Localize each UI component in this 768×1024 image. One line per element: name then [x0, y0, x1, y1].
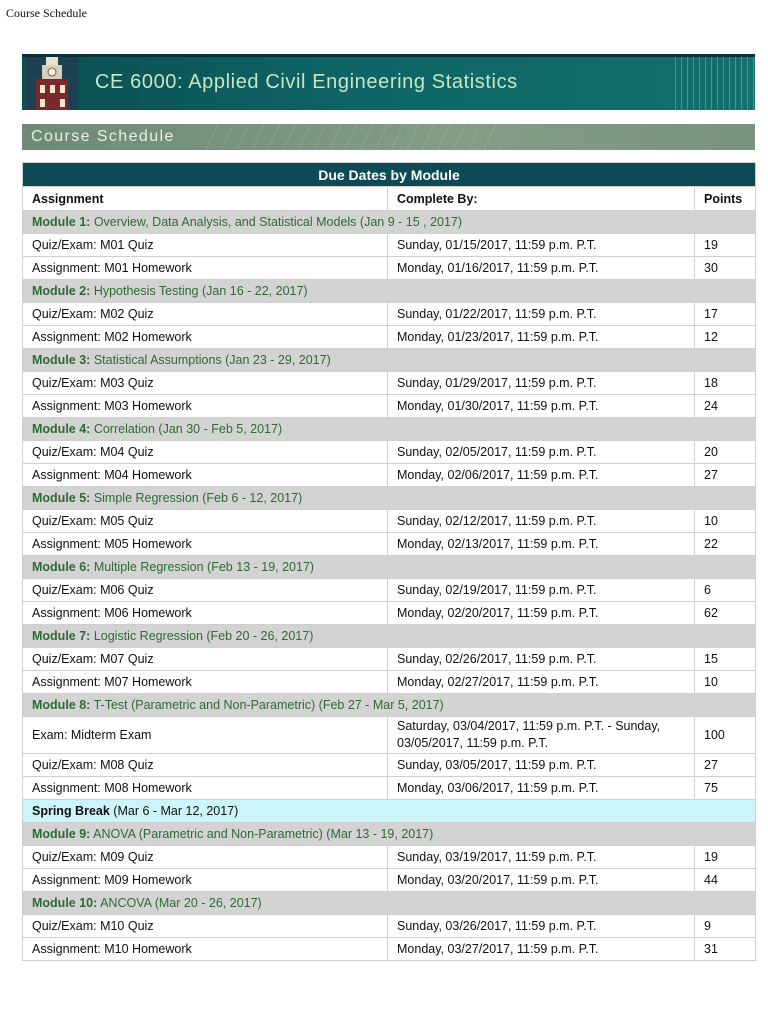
section-cell [23, 418, 756, 441]
module-header-row [23, 892, 756, 915]
table-row [23, 869, 756, 892]
section-description: ANCOVA (Mar 20 - 26, 2017) [97, 896, 262, 910]
table-row [23, 602, 756, 625]
section-cell [23, 800, 756, 823]
assignment-cell: Quiz/Exam: M08 Quiz [23, 754, 388, 777]
assignment-cell: Exam: Midterm Exam [23, 717, 388, 754]
points-cell: 27 [695, 464, 756, 487]
due-date-cell: Sunday, 03/05/2017, 11:59 p.m. P.T. [388, 754, 695, 777]
module-header-row [23, 823, 756, 846]
due-date-cell: Monday, 01/30/2017, 11:59 p.m. P.T. [388, 395, 695, 418]
points-cell: 100 [695, 717, 756, 754]
section-description: Overview, Data Analysis, and Statistical Models (Jan 9 - 15 , 2017) [90, 215, 463, 229]
assignment-cell: Quiz/Exam: M06 Quiz [23, 579, 388, 602]
section-label: Module 2: [32, 284, 91, 298]
section-label: Module 6: [32, 560, 91, 574]
assignment-cell: Assignment: M04 Homework [23, 464, 388, 487]
section-header [22, 124, 755, 150]
section-label: Module 3: [32, 353, 91, 367]
due-date-cell: Monday, 02/06/2017, 11:59 p.m. P.T. [388, 464, 695, 487]
section-cell [23, 487, 756, 510]
table-row [23, 464, 756, 487]
points-cell: 44 [695, 869, 756, 892]
assignment-cell: Assignment: M06 Homework [23, 602, 388, 625]
schedule-body [23, 211, 756, 961]
module-header-row [23, 694, 756, 717]
points-cell: 10 [695, 671, 756, 694]
course-title: CE 6000: Applied Civil Engineering Statistics [95, 71, 518, 93]
section-description: Simple Regression (Feb 6 - 12, 2017) [90, 491, 303, 505]
section-cell [23, 349, 756, 372]
table-row [23, 717, 756, 754]
points-cell: 75 [695, 777, 756, 800]
assignment-cell: Assignment: M03 Homework [23, 395, 388, 418]
points-cell: 19 [695, 234, 756, 257]
assignment-cell: Assignment: M09 Homework [23, 869, 388, 892]
table-row [23, 257, 756, 280]
points-cell: 19 [695, 846, 756, 869]
points-cell: 24 [695, 395, 756, 418]
points-cell: 6 [695, 579, 756, 602]
points-cell: 15 [695, 648, 756, 671]
assignment-cell: Assignment: M05 Homework [23, 533, 388, 556]
section-description: Correlation (Jan 30 - Feb 5, 2017) [90, 422, 283, 436]
col-header-complete-by: Complete By: [388, 187, 695, 211]
assignment-cell: Assignment: M02 Homework [23, 326, 388, 349]
points-cell: 18 [695, 372, 756, 395]
assignment-cell: Assignment: M07 Homework [23, 671, 388, 694]
section-cell [23, 556, 756, 579]
section-description: ANOVA (Parametric and Non-Parametric) (Mar 13 - 19, 2017) [90, 827, 434, 841]
section-cell [23, 211, 756, 234]
due-date-cell: Monday, 01/16/2017, 11:59 p.m. P.T. [388, 257, 695, 280]
header-decoration [202, 124, 502, 150]
module-header-row [23, 280, 756, 303]
assignment-cell: Quiz/Exam: M10 Quiz [23, 915, 388, 938]
section-description: Statistical Assumptions (Jan 23 - 29, 2017) [90, 353, 331, 367]
due-date-cell: Monday, 01/23/2017, 11:59 p.m. P.T. [388, 326, 695, 349]
section-cell [23, 694, 756, 717]
section-description: Logistic Regression (Feb 20 - 26, 2017) [90, 629, 314, 643]
clock-tower-icon [26, 54, 78, 110]
table-row [23, 303, 756, 326]
module-header-row [23, 625, 756, 648]
module-header-row [23, 487, 756, 510]
table-row [23, 777, 756, 800]
due-date-cell: Sunday, 03/19/2017, 11:59 p.m. P.T. [388, 846, 695, 869]
assignment-cell: Quiz/Exam: M07 Quiz [23, 648, 388, 671]
points-cell: 9 [695, 915, 756, 938]
table-row [23, 846, 756, 869]
section-cell [23, 892, 756, 915]
section-description: T-Test (Parametric and Non-Parametric) (Feb 27 - Mar 5, 2017) [90, 698, 444, 712]
page-label: Course Schedule [6, 6, 87, 20]
table-row [23, 648, 756, 671]
due-date-cell: Monday, 02/27/2017, 11:59 p.m. P.T. [388, 671, 695, 694]
points-cell: 30 [695, 257, 756, 280]
section-label: Module 8: [32, 698, 91, 712]
schedule-table-wrap [22, 162, 755, 961]
section-label: Spring Break [32, 804, 110, 818]
assignment-cell: Assignment: M01 Homework [23, 257, 388, 280]
due-date-cell: Sunday, 02/05/2017, 11:59 p.m. P.T. [388, 441, 695, 464]
table-row [23, 441, 756, 464]
section-title: Course Schedule [31, 128, 175, 145]
due-date-cell: Sunday, 02/12/2017, 11:59 p.m. P.T. [388, 510, 695, 533]
assignment-cell: Quiz/Exam: M01 Quiz [23, 234, 388, 257]
points-cell: 27 [695, 754, 756, 777]
section-label: Module 9: [32, 827, 91, 841]
assignment-cell: Quiz/Exam: M04 Quiz [23, 441, 388, 464]
points-cell: 20 [695, 441, 756, 464]
assignment-cell: Quiz/Exam: M05 Quiz [23, 510, 388, 533]
due-date-cell: Sunday, 02/19/2017, 11:59 p.m. P.T. [388, 579, 695, 602]
points-cell: 17 [695, 303, 756, 326]
assignment-cell: Assignment: M08 Homework [23, 777, 388, 800]
table-row [23, 326, 756, 349]
module-header-row [23, 418, 756, 441]
section-label: Module 7: [32, 629, 91, 643]
table-row [23, 754, 756, 777]
schedule-table [22, 162, 756, 961]
table-row [23, 579, 756, 602]
due-date-cell: Monday, 03/06/2017, 11:59 p.m. P.T. [388, 777, 695, 800]
section-description: Hypothesis Testing (Jan 16 - 22, 2017) [90, 284, 308, 298]
section-cell [23, 280, 756, 303]
table-row [23, 915, 756, 938]
course-banner [22, 54, 755, 110]
table-caption: Due Dates by Module [23, 163, 756, 187]
section-description: Multiple Regression (Feb 13 - 19, 2017) [90, 560, 315, 574]
col-header-points: Points [695, 187, 756, 211]
module-header-row [23, 349, 756, 372]
break-row [23, 800, 756, 823]
section-cell [23, 625, 756, 648]
module-header-row [23, 211, 756, 234]
points-cell: 62 [695, 602, 756, 625]
table-row [23, 372, 756, 395]
banner-decoration [675, 57, 755, 110]
assignment-cell: Quiz/Exam: M09 Quiz [23, 846, 388, 869]
section-label: Module 1: [32, 215, 91, 229]
due-date-cell: Sunday, 01/22/2017, 11:59 p.m. P.T. [388, 303, 695, 326]
points-cell: 10 [695, 510, 756, 533]
section-description: (Mar 6 - Mar 12, 2017) [109, 804, 239, 818]
due-date-cell: Monday, 03/27/2017, 11:59 p.m. P.T. [388, 938, 695, 961]
table-row [23, 938, 756, 961]
section-label: Module 10: [32, 896, 98, 910]
table-row [23, 395, 756, 418]
due-date-cell: Monday, 02/13/2017, 11:59 p.m. P.T. [388, 533, 695, 556]
section-label: Module 5: [32, 491, 91, 505]
points-cell: 12 [695, 326, 756, 349]
due-date-cell: Saturday, 03/04/2017, 11:59 p.m. P.T. - Sunday, 03/05/2017, 11:59 p.m. P.T. [388, 717, 695, 754]
points-cell: 22 [695, 533, 756, 556]
due-date-cell: Monday, 02/20/2017, 11:59 p.m. P.T. [388, 602, 695, 625]
section-cell [23, 823, 756, 846]
due-date-cell: Sunday, 02/26/2017, 11:59 p.m. P.T. [388, 648, 695, 671]
module-header-row [23, 556, 756, 579]
assignment-cell: Quiz/Exam: M03 Quiz [23, 372, 388, 395]
due-date-cell: Sunday, 01/15/2017, 11:59 p.m. P.T. [388, 234, 695, 257]
section-label: Module 4: [32, 422, 91, 436]
due-date-cell: Sunday, 03/26/2017, 11:59 p.m. P.T. [388, 915, 695, 938]
table-row [23, 533, 756, 556]
due-date-cell: Sunday, 01/29/2017, 11:59 p.m. P.T. [388, 372, 695, 395]
table-row [23, 234, 756, 257]
assignment-cell: Quiz/Exam: M02 Quiz [23, 303, 388, 326]
table-row [23, 510, 756, 533]
due-date-cell: Monday, 03/20/2017, 11:59 p.m. P.T. [388, 869, 695, 892]
table-row [23, 671, 756, 694]
col-header-assignment: Assignment [23, 187, 388, 211]
assignment-cell: Assignment: M10 Homework [23, 938, 388, 961]
points-cell: 31 [695, 938, 756, 961]
